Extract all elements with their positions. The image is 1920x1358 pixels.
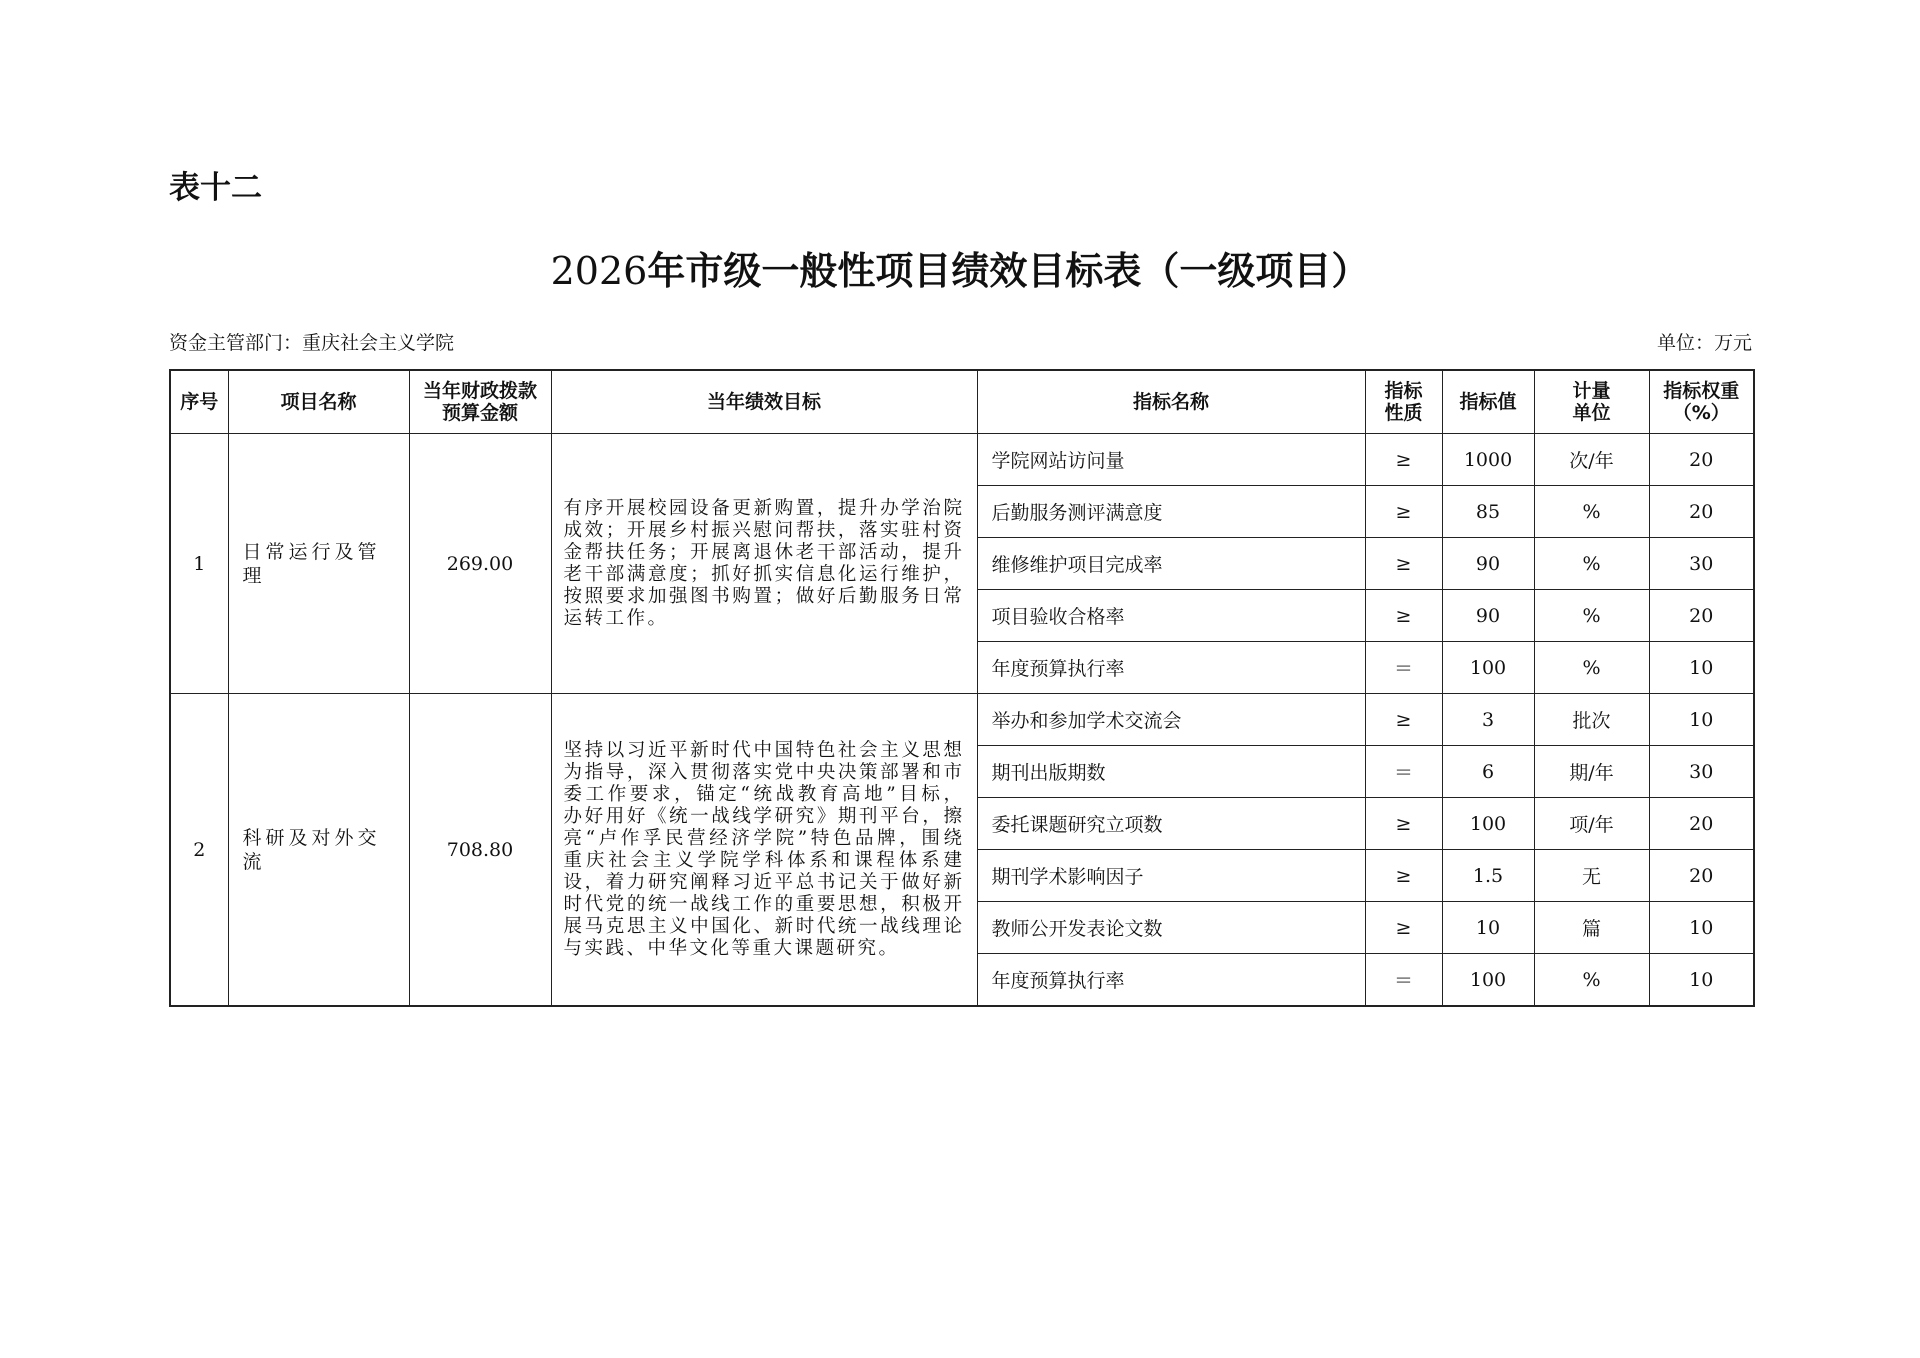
project-amount: 269.00	[409, 434, 551, 694]
indicator-value: 6	[1442, 746, 1534, 798]
indicator-value: 85	[1442, 486, 1534, 538]
indicator-nature: ≥	[1365, 486, 1442, 538]
project-name: 科研及对外交流	[228, 694, 409, 1007]
indicator-name: 项目验收合格率	[977, 590, 1365, 642]
header-goal: 当年绩效目标	[551, 370, 977, 434]
indicator-weight: 10	[1649, 954, 1754, 1007]
header-value: 指标值	[1442, 370, 1534, 434]
indicator-value: 90	[1442, 590, 1534, 642]
page-title	[0, 240, 1920, 295]
header-no: 序号	[170, 370, 228, 434]
project-no: 2	[170, 694, 228, 1007]
table-label: 表十二	[169, 170, 262, 206]
indicator-weight: 20	[1649, 850, 1754, 902]
indicator-unit: %	[1534, 538, 1649, 590]
table-row	[170, 694, 1754, 746]
indicator-nature: ≥	[1365, 538, 1442, 590]
indicator-name: 教师公开发表论文数	[977, 902, 1365, 954]
indicator-unit: 项/年	[1534, 798, 1649, 850]
indicator-unit: 批次	[1534, 694, 1649, 746]
indicator-weight: 30	[1649, 538, 1754, 590]
header-amount: 当年财政拨款预算金额	[409, 370, 551, 434]
indicator-weight: 20	[1649, 590, 1754, 642]
title-text: 年市级一般性项目绩效目标表（一级项目）	[647, 249, 1370, 293]
project-no: 1	[170, 434, 228, 694]
indicator-weight: 10	[1649, 694, 1754, 746]
header-indicator: 指标名称	[977, 370, 1365, 434]
header-name: 项目名称	[228, 370, 409, 434]
title-year: 2026	[550, 249, 648, 293]
header-weight: 指标权重（%）	[1649, 370, 1754, 434]
indicator-unit: %	[1534, 486, 1649, 538]
indicator-value: 100	[1442, 798, 1534, 850]
table-row	[170, 434, 1754, 486]
indicator-unit: %	[1534, 590, 1649, 642]
project-name: 日常运行及管理	[228, 434, 409, 694]
indicator-name: 年度预算执行率	[977, 642, 1365, 694]
indicator-unit: %	[1534, 954, 1649, 1007]
indicator-name: 维修维护项目完成率	[977, 538, 1365, 590]
indicator-nature: ＝	[1365, 746, 1442, 798]
indicator-name: 委托课题研究立项数	[977, 798, 1365, 850]
indicator-unit: 次/年	[1534, 434, 1649, 486]
indicator-unit: 无	[1534, 850, 1649, 902]
indicator-weight: 20	[1649, 486, 1754, 538]
project-goal: 有序开展校园设备更新购置，提升办学治院成效；开展乡村振兴慰问帮扶，落实驻村资金帮扶任务；开展离退休老干部活动，提升老干部满意度；抓好抓实信息化运行维护，按照要求加强图书购置；做好后勤服务日常运转工作。	[551, 434, 977, 694]
indicator-unit: %	[1534, 642, 1649, 694]
indicator-weight: 20	[1649, 434, 1754, 486]
indicator-nature: ≥	[1365, 850, 1442, 902]
indicator-value: 90	[1442, 538, 1534, 590]
indicator-nature: ≥	[1365, 798, 1442, 850]
indicator-value: 10	[1442, 902, 1534, 954]
header-row	[170, 370, 1754, 434]
indicator-nature: ≥	[1365, 694, 1442, 746]
indicator-nature: ＝	[1365, 954, 1442, 1007]
indicator-weight: 20	[1649, 798, 1754, 850]
indicator-name: 举办和参加学术交流会	[977, 694, 1365, 746]
indicator-nature: ≥	[1365, 902, 1442, 954]
indicator-nature: ≥	[1365, 590, 1442, 642]
project-amount: 708.80	[409, 694, 551, 1007]
indicator-name: 后勤服务测评满意度	[977, 486, 1365, 538]
indicator-value: 1000	[1442, 434, 1534, 486]
indicator-unit: 篇	[1534, 902, 1649, 954]
indicator-name: 期刊学术影响因子	[977, 850, 1365, 902]
indicator-nature: ＝	[1365, 642, 1442, 694]
indicator-nature: ≥	[1365, 434, 1442, 486]
indicator-value: 1.5	[1442, 850, 1534, 902]
department: 资金主管部门：重庆社会主义学院	[169, 332, 455, 354]
indicator-value: 100	[1442, 954, 1534, 1007]
indicator-weight: 30	[1649, 746, 1754, 798]
project-goal: 坚持以习近平新时代中国特色社会主义思想为指导，深入贯彻落实党中央决策部署和市委工作要求，锚定“统战教育高地”目标，办好用好《统一战线学研究》期刊平台，擦亮“卢作孚民营经济学院”特色品牌，围绕重庆社会主义学院学科体系和课程体系建设，着力研究阐释习近平总书记关于做好新时代党的统一战线工作的重要思想，积极开展马克思主义中国化、新时代统一战线理论与实践、中华文化等重大课题研究。	[551, 694, 977, 1007]
unit-label: 单位：万元	[1656, 332, 1752, 354]
indicator-unit: 期/年	[1534, 746, 1649, 798]
header-unit: 计量单位	[1534, 370, 1649, 434]
indicator-value: 3	[1442, 694, 1534, 746]
indicator-name: 期刊出版期数	[977, 746, 1365, 798]
indicator-weight: 10	[1649, 902, 1754, 954]
indicator-name: 学院网站访问量	[977, 434, 1365, 486]
indicator-name: 年度预算执行率	[977, 954, 1365, 1007]
performance-table	[169, 369, 1755, 1007]
indicator-value: 100	[1442, 642, 1534, 694]
indicator-weight: 10	[1649, 642, 1754, 694]
header-nature: 指标性质	[1365, 370, 1442, 434]
